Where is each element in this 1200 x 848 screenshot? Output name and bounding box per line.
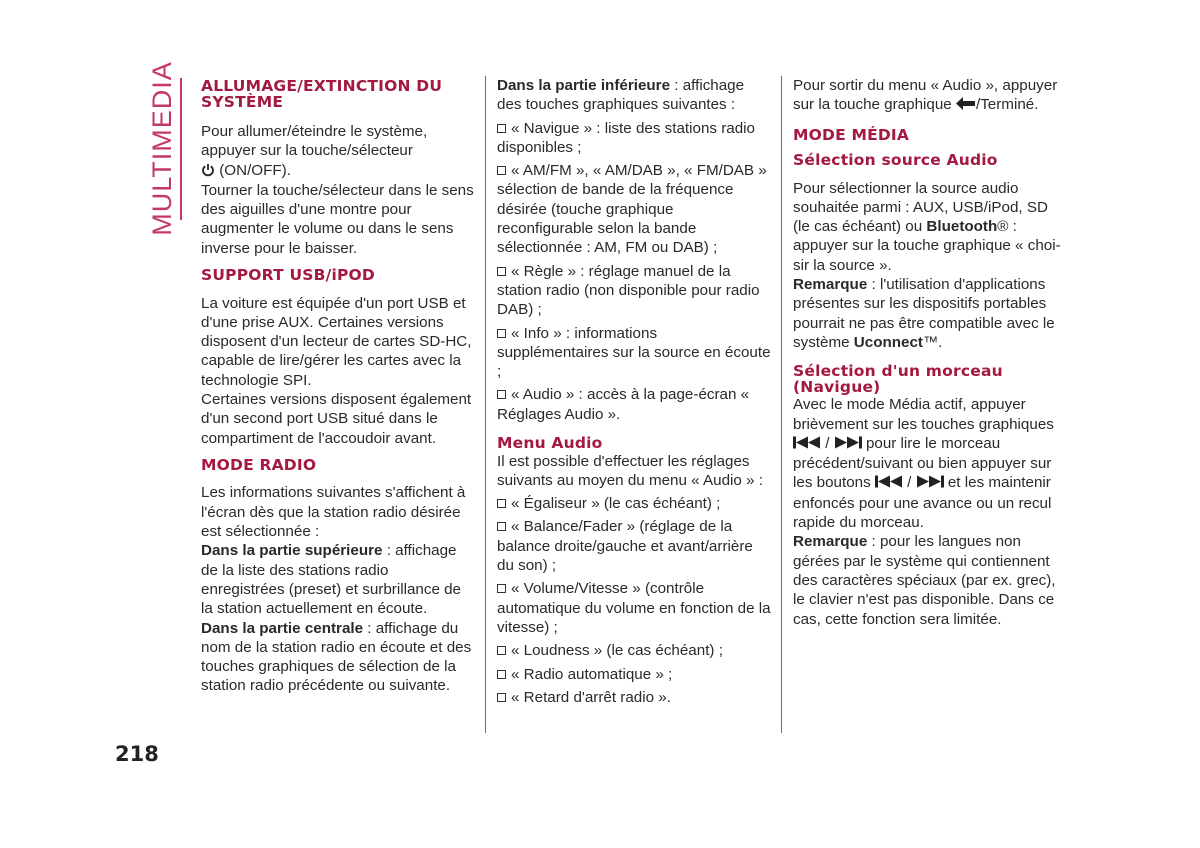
heading-usb-ipod: SUPPORT USB/iPOD: [201, 266, 375, 285]
text: « Règle » : réglage manuel de la station radio (non disponible pour radio DAB) ;: [497, 262, 760, 319]
section-tab-label: MULTIMEDIA: [146, 60, 177, 236]
list-item: [497, 494, 772, 513]
paragraph: Il est possible d'effectuer les réglages suivants au moyen du menu « Audio » :: [497, 452, 763, 489]
column-divider: [781, 76, 782, 733]
paragraph: Certaines versions disposent également d'un second port USB situé dans le compartiment de l'accoudoir avant.: [201, 391, 472, 447]
text: « Retard d'arrêt radio ».: [511, 688, 671, 706]
text: « Volume/Vitesse » (contrôle automatique du volume en fonction de la vitesse) ;: [497, 580, 771, 636]
column-divider: [485, 76, 486, 733]
bold-label: Dans la partie supérieure: [201, 542, 383, 560]
paragraph: [793, 179, 1068, 275]
paragraph: [793, 395, 1068, 532]
previous-track-icon: [875, 474, 903, 493]
paragraph: [793, 275, 1068, 352]
paragraph: [793, 76, 1068, 116]
checkbox-bullet-icon: [497, 670, 506, 679]
text: /: [825, 434, 830, 452]
previous-track-icon: [793, 435, 821, 454]
next-track-icon: [916, 474, 944, 493]
list-item: [497, 641, 772, 660]
paragraph: [201, 619, 476, 696]
text: « AM/FM », « AM/DAB », « FM/DAB » sélection de bande de la fréquence désirée (touche graphique reconfigurable selon la bande sélectionnée : AM, FM ou DAB) ;: [497, 162, 767, 257]
text: « Loudness » (le cas échéant) ;: [511, 642, 723, 660]
text: « Audio » : accès à la page-écran « Réglages Audio ».: [497, 386, 750, 423]
text: et les maintenir enfoncés pour une avance ou un recul rapide du morceau.: [793, 474, 1052, 532]
list-item: [497, 517, 772, 575]
checkbox-bullet-icon: [497, 390, 506, 399]
text: /: [907, 474, 912, 492]
text: : affichage des touches graphiques suivantes :: [497, 77, 745, 114]
list-item: [497, 119, 772, 158]
heading-media-mode: MODE MÉDIA: [793, 125, 910, 144]
text: Avec le mode Média actif, appuyer brièvement sur les touches graphiques: [793, 396, 1054, 433]
heading-audio-menu: Menu Audio: [497, 434, 603, 453]
text: : l'utilisation d'applications présentes sur les dispositifs portables pourrait ne pas être compatible avec le système: [793, 276, 1055, 351]
paragraph: Les informations suivantes s'affichent à l'écran dès que la station radio désirée est sélectionnée :: [201, 484, 466, 541]
list-item: [497, 161, 772, 257]
text: : affichage de la liste des stations radio enregistrées (preset) et surbrillance de la station actuellement en écoute.: [201, 542, 461, 618]
list-item: [497, 579, 772, 637]
text: « Navigue » : liste des stations radio disponibles ;: [497, 119, 755, 156]
text: /Terminé.: [975, 96, 1039, 114]
next-track-icon: [834, 435, 862, 454]
checkbox-bullet-icon: [497, 693, 506, 702]
bold-label: Remarque: [793, 533, 868, 551]
checkbox-bullet-icon: [497, 124, 506, 133]
checkbox-bullet-icon: [497, 522, 506, 531]
heading-radio-mode: MODE RADIO: [201, 455, 317, 474]
list-item: [497, 262, 772, 320]
page-number: 218: [115, 742, 159, 766]
text: : pour les langues non gérées par le système qui contiennent des caractères spéciaux (par ex. grec), le clavier n'est pas disponible. Dans ce cas, cette fonction sera limitée.: [793, 533, 1056, 628]
checkbox-bullet-icon: [497, 499, 506, 508]
text: « Radio automatique » ;: [511, 665, 673, 683]
back-arrow-icon: [956, 96, 976, 115]
heading-track-selection: Sélection d'un morceau (Navigue): [793, 362, 1003, 396]
heading-audio-source: Sélection source Audio: [793, 151, 998, 170]
list-item: [497, 665, 772, 684]
checkbox-bullet-icon: [497, 646, 506, 655]
text: ™.: [922, 333, 943, 351]
text: ® : appuyer sur la touche graphique « choi-sir la source ».: [793, 218, 1061, 274]
paragraph: La voiture est équipée d'un port USB et d'une prise AUX. Certaines versions disposent d'un lecteur de cartes SD-HC, capable de lire/gérer les cartes avec la technologie SPI.: [201, 294, 472, 389]
power-icon: [201, 162, 215, 181]
paragraph: [793, 532, 1068, 628]
column-1: [201, 76, 476, 696]
column-2: [497, 76, 772, 707]
text: « Balance/Fader » (réglage de la balance droite/gauche et avant/arrière du son) ;: [497, 518, 753, 575]
list-item: [497, 324, 772, 382]
checkbox-bullet-icon: [497, 584, 506, 593]
text: « Égaliseur » (le cas échéant) ;: [511, 495, 721, 513]
list-item: [497, 385, 772, 424]
text: Pour sélectionner la source audio souhaitée parmi : AUX, USB/iPod, SD (le cas échéant) ou: [793, 179, 1048, 236]
bold-label: Dans la partie inférieure: [497, 77, 671, 94]
checkbox-bullet-icon: [497, 166, 506, 175]
bold-label: Uconnect: [853, 333, 923, 351]
paragraph: Tourner la touche/sélecteur dans le sens des aiguilles d'une montre pour augmenter le volume ou dans le sens inverse pour le baisser.: [201, 181, 474, 257]
text: : affichage du nom de la station radio en écoute et des touches graphiques de sélection de la station radio précédente ou suivante.: [201, 619, 472, 695]
paragraph: [201, 541, 476, 618]
column-3: [793, 76, 1068, 629]
paragraph: [201, 122, 476, 181]
text: (ON/OFF).: [219, 161, 291, 179]
bold-label: Bluetooth: [926, 218, 998, 236]
checkbox-bullet-icon: [497, 267, 506, 276]
section-tab-rule: [180, 78, 182, 220]
text: Pour sortir du menu « Audio », appuyer sur la touche graphique: [793, 77, 1058, 114]
bold-label: Dans la partie centrale: [201, 619, 364, 637]
section-tab: [142, 60, 182, 236]
heading-system-power: ALLUMAGE/EXTINCTION DU SYSTÈME: [201, 77, 443, 111]
text: pour lire le morceau précédent/suivant ou bien appuyer sur les boutons: [793, 434, 1052, 492]
text: Pour allumer/éteindre le système, appuyer sur la touche/sélecteur: [201, 123, 428, 160]
paragraph: [497, 76, 772, 115]
bold-label: Remarque: [793, 276, 868, 294]
list-item: [497, 688, 772, 707]
checkbox-bullet-icon: [497, 329, 506, 338]
text: « Info » : informations supplémentaires sur la source en écoute ;: [497, 324, 771, 381]
